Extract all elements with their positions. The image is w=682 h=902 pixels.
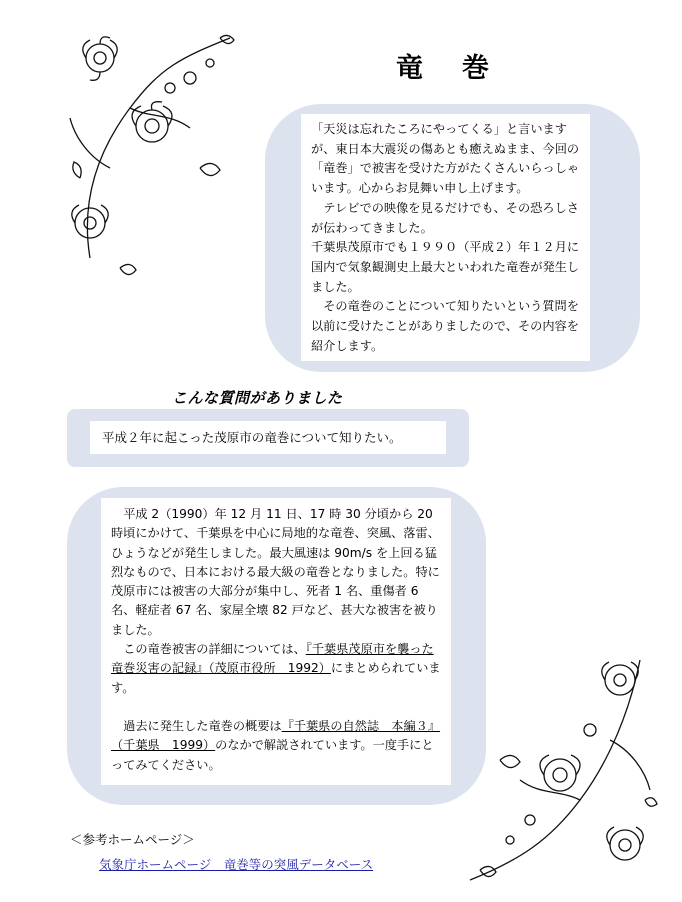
reference-book-chiba-nature: 『千葉県の自然誌 本編３』（千葉県 1999） bbox=[111, 718, 441, 753]
answer-paragraph-1: 平成 2（1990）年 12 月 11 日、17 時 30 分頃から 20 時頃にかけて、千葉県を中心に局地的な竜巻、突風、落雷、ひょうなどが発生しました。最大風速は 90m/s を上回る猛烈なもので、日本における最大級の竜巻となりました。特に茂原市には被害の大部分が集中し、死者 1 名、重傷者 6 名、軽症者 67 名、家屋全壊 82 戸など、甚大な被害を被りました。 bbox=[111, 507, 440, 637]
jma-tornado-database-link[interactable]: 気象庁ホームページ 竜巻等の突風データベース bbox=[99, 857, 374, 872]
answer-paragraph-2 bbox=[111, 640, 445, 698]
intro-paragraph-4: その竜巻のことについて知りたいという質問を以前に受けたことがありましたので、その内容を紹介します。 bbox=[311, 299, 579, 353]
reference-label: ＜参考ホームページ＞ bbox=[70, 832, 195, 847]
page-title: 竜 巻 bbox=[396, 53, 495, 84]
reference-book-mobara: 『千葉県茂原市を襲った竜巻災害の記録』（茂原市役所 1992） bbox=[111, 642, 434, 676]
intro-paragraph-2: テレビでの映像を見るだけでも、その恐ろしさが伝わってきました。 bbox=[311, 200, 579, 235]
answer-paragraph-2-tail: にまとめられています。 bbox=[111, 661, 441, 695]
answer-paragraph-3-lead: 過去に発生した竜巻の概要は bbox=[123, 718, 282, 733]
floral-ornament-top-left bbox=[60, 18, 250, 278]
floral-ornament-bottom-right bbox=[460, 650, 660, 890]
intro-text bbox=[311, 120, 584, 356]
question-heading: こんな質問がありました bbox=[172, 389, 343, 407]
answer-paragraph-2-lead: この竜巻被害の詳細については、 bbox=[123, 642, 306, 657]
question-text: 平成２年に起こった茂原市の竜巻について知りたい。 bbox=[102, 430, 402, 445]
intro-paragraph-3: 千葉県茂原市でも１９９０（平成２）年１２月に国内で気象観測史上最大といわれた竜巻が発生しました。 bbox=[311, 240, 580, 294]
intro-paragraph-1: 「天災は忘れたころにやってくる」と言いますが、東日本大震災の傷あとも癒えぬまま、今回の「竜巻」で被害を受けた方がたくさんいらっしゃいます。心からお見舞い申し上げます。 bbox=[311, 122, 580, 196]
answer-paragraph-3-tail: のなかで解説されています。一度手にとってみてください。 bbox=[111, 738, 434, 772]
answer-paragraph-3 bbox=[111, 717, 445, 775]
answer-text bbox=[111, 505, 445, 775]
